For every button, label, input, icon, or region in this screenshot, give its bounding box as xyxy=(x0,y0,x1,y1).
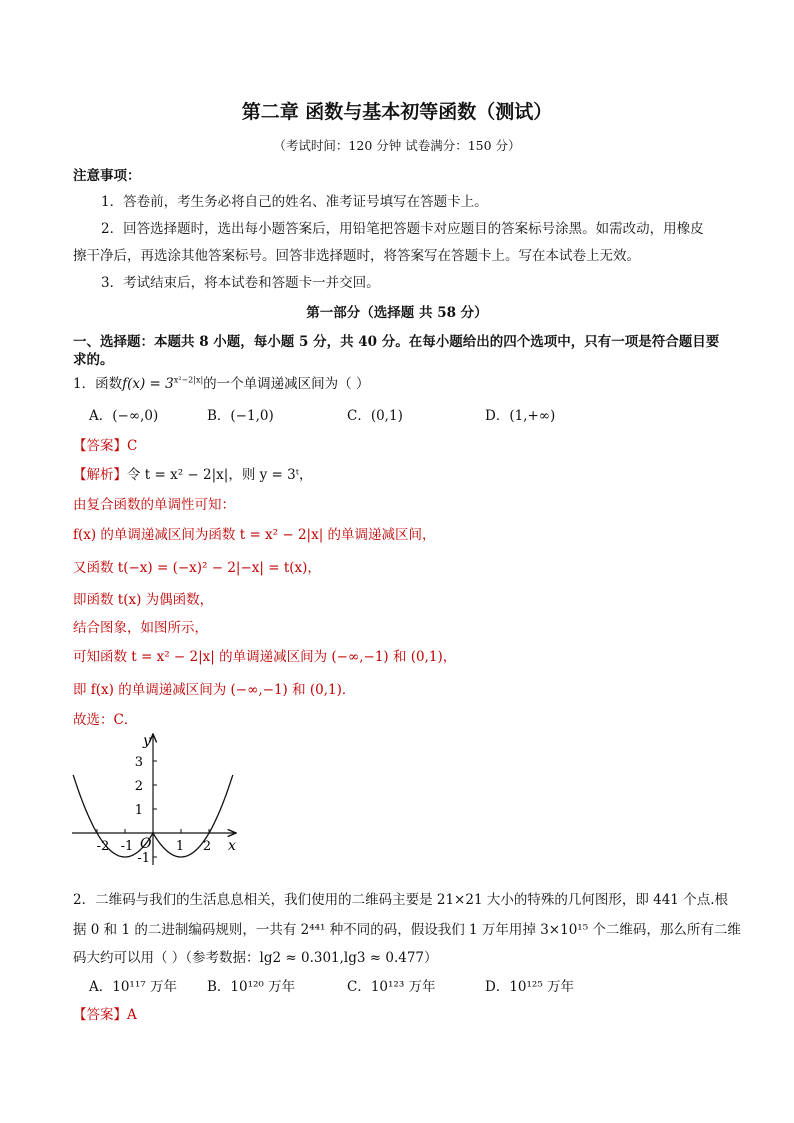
analysis-line: 可知函数 t = x² − 2|x| 的单调递减区间为 (−∞,−1) 和 (0,1)， xyxy=(73,649,457,665)
notice-heading: 注意事项： xyxy=(73,168,141,184)
option-a: A．10¹¹⁷ 万年 xyxy=(89,979,177,995)
question-2-stem-cont: 据 0 和 1 的二进制编码规则，一共有 2⁴⁴¹ 种不同的码，假设我们 1 万年用掉 3×10¹⁵ 个二维码，那么所有二维 xyxy=(73,922,741,938)
x-tick-label: -2 xyxy=(96,839,110,854)
y-tick-label: -1 xyxy=(137,851,150,866)
x-tick-label: -1 xyxy=(120,839,134,854)
notice-item: 擦干净后，再选涂其他答案标号。回答非选择题时，将答案写在答题卡上。写在本试卷上无效。 xyxy=(73,248,640,264)
option-a: A．(−∞,0) xyxy=(89,408,159,424)
function-graph xyxy=(70,730,240,870)
section-heading: 一、选择题：本题共 8 小题，每小题 5 分，共 40 分。在每小题给出的四个选项中，只有一项是符合题目要 xyxy=(73,334,720,350)
analysis-line: 即函数 t(x) 为偶函数， xyxy=(73,592,214,608)
analysis-line: 故选：C． xyxy=(73,712,138,728)
question-1-stem: 1．函数$f(x) = 3^{x^2-2|x|}$的一个单调递减区间为（ ） xyxy=(73,375,370,392)
question-2-stem: 2．二维码与我们的生活息息相关，我们使用的二维码主要是 21×21 大小的特殊的几何图形，即 441 个点.根 xyxy=(73,892,728,908)
option-c: C．(0,1) xyxy=(347,408,403,424)
y-tick-label: 3 xyxy=(134,755,143,770)
x-tick-label: 1 xyxy=(175,839,185,854)
analysis-line: 结合图象，如图所示， xyxy=(73,620,208,636)
y-tick-label: 1 xyxy=(134,803,143,818)
question-2-stem-cont: 码大约可以用（ ）（参考数据：lg2 ≈ 0.301,lg3 ≈ 0.477） xyxy=(73,950,438,966)
notice-item: 2．回答选择题时，选出每小题答案后，用铅笔把答题卡对应题目的答案标号涂黑。如需改动，用橡皮 xyxy=(101,221,704,237)
section-heading-cont: 求的。 xyxy=(73,352,114,368)
page-title: 第二章 函数与基本初等函数（测试） xyxy=(241,101,553,123)
y-axis-label: y xyxy=(143,733,151,749)
option-b: B．10¹²⁰ 万年 xyxy=(207,979,296,995)
origin-label: O xyxy=(140,836,152,852)
option-d: D．(1,+∞) xyxy=(485,408,556,424)
x-tick-label: 2 xyxy=(202,839,212,854)
analysis-line: 【解析】令 t = x² − 2|x|，则 y = 3ᵗ， xyxy=(73,467,313,483)
answer-1: 【答案】C xyxy=(73,438,138,454)
part-heading: 第一部分（选择题 共 58 分） xyxy=(306,305,488,321)
option-c: C．10¹²³ 万年 xyxy=(347,979,436,995)
option-b: B．(−1,0) xyxy=(207,408,274,424)
y-tick-label: 2 xyxy=(134,779,143,794)
option-d: D．10¹²⁵ 万年 xyxy=(485,979,575,995)
analysis-line: f(x) 的单调递减区间为函数 t = x² − 2|x| 的单调递减区间， xyxy=(73,527,436,543)
analysis-line: 由复合函数的单调性可知： xyxy=(73,497,235,513)
x-axis-label: x xyxy=(228,838,236,854)
analysis-line: 即 f(x) 的单调递减区间为 (−∞,−1) 和 (0,1)． xyxy=(73,682,356,698)
answer-2: 【答案】A xyxy=(73,1007,137,1023)
notice-item: 1．答卷前，考生务必将自己的姓名、准考证号填写在答题卡上。 xyxy=(101,194,488,210)
notice-item: 3．考试结束后，将本试卷和答题卡一并交回。 xyxy=(101,275,380,291)
analysis-line: 又函数 t(−x) = (−x)² − 2|−x| = t(x)， xyxy=(73,560,321,576)
exam-info: （考试时间：120 分钟 试卷满分：150 分） xyxy=(273,138,521,153)
